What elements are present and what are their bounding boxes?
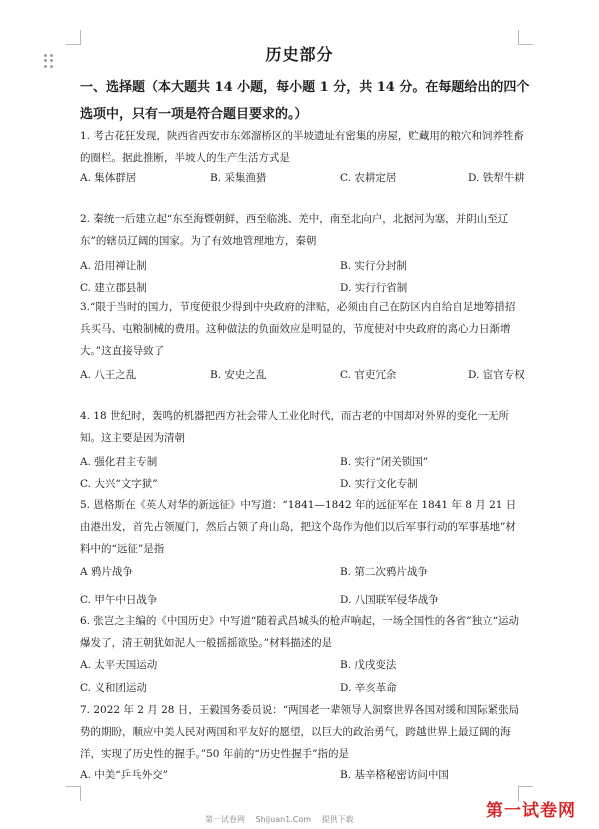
- question-6-option-a: A. 太平天国运动: [80, 659, 158, 671]
- crop-mark-bottom-left: [66, 786, 81, 801]
- question-7-option-b: B. 基辛格秘密访问中国: [340, 769, 449, 781]
- question-2-option-b: B. 实行分封制: [340, 260, 407, 272]
- question-4-option-d: D. 实行文化专制: [340, 478, 418, 490]
- question-5-option-a: A 鸦片战争: [80, 566, 133, 578]
- question-3-option-a: A. 八王之乱: [80, 369, 137, 381]
- question-1-option-b: B. 采集渔猎: [210, 172, 267, 184]
- question-5-option-d: D. 八国联军侵华战争: [340, 594, 439, 606]
- question-1-option-a: A. 集体群居: [80, 172, 137, 184]
- question-6-option-d: D. 辛亥革命: [340, 682, 397, 694]
- footer-source-text: 第一试卷网 Shijuan1.Com 提供下载: [205, 815, 354, 824]
- page-title: 历史部分: [265, 45, 334, 64]
- question-4-option-a: A. 强化君主专制: [80, 456, 158, 468]
- question-4-option-c: C. 大兴“文字狱”: [80, 478, 158, 490]
- question-3-option-b: B. 安史之乱: [210, 369, 267, 381]
- question-stem-7: 7. 2022 年 2 月 28 日，王毅国务委员说：“两国老一辈领导人洞察世界各国对缓和国际紧张局势的期盼，顺应中美人民对两国和平友好的愿望，以巨大的政治勇气，跨越世界上最辽阔的海洋，实现了历史性的握手。”50 年前的“历史性握手”指的是: [80, 704, 520, 760]
- question-stem-1: 1. 考古花狂发现，陕西省西安市东郊溜桥区的半坡遗址有密集的房屋，贮藏用的粮穴和饲养牲畜的圈栏。据此推断，半坡人的生产生活方式是: [80, 130, 524, 164]
- question-stem-2: 2. 秦统一后建立起“东至海暨朝鲜，西至临洮、羌中，南至北向户，北据河为塞，并阴山至辽东”的辖员辽阔的国家。为了有效地管理地方，秦朝: [80, 213, 509, 247]
- question-6-option-c: C. 义和团运动: [80, 682, 147, 694]
- question-4-option-b: B. 实行“闭关锁国”: [340, 456, 429, 468]
- question-stem-5: 5. 恩格斯在《英人对华的新远征》中写道：“1841—1842 年的远征军在 1841 年 8 月 21 日由港出发，首先占领厦门，然后占领了舟山岛，把这个岛作为他们以后军事行动的军事基地”材料中的“远征”是指: [80, 499, 517, 555]
- question-3-option-d: D. 宦官专权: [468, 369, 525, 381]
- question-6-option-b: B. 戊戌变法: [340, 659, 397, 671]
- question-7-option-a: A. 中美“乒乓外交”: [80, 769, 168, 781]
- question-2-option-d: D. 实行行省制: [340, 282, 408, 294]
- question-5-option-c: C. 甲午中日战争: [80, 594, 158, 606]
- section-heading: 一、选择题（本大题共 14 小题，每小题 1 分，共 14 分。在每题给出的四个选项中，只有一项是符合题目要求的。）: [80, 80, 530, 122]
- question-3-option-c: C. 官吏冗余: [340, 369, 397, 381]
- question-1-option-d: D. 铁犁牛耕: [468, 172, 525, 184]
- question-stem-3: 3.“限于当时的国力，节度使很少得到中央政府的津贴，必须由自己在防区内自给自足地筹措招兵买马、屯粮制械的费用。这种做法的负面效应是明显的，节度使对中央政府的离心力日渐增大。”这直接导致了: [80, 301, 516, 357]
- question-2-option-c: C. 建立郡县制: [80, 282, 147, 294]
- question-stem-6: 6. 张岂之主编的《中国历史》中写道“随着武昌城头的枪声响起，一场全国性的各省”独立“运动爆发了，清王朝犹如泥人一般摇摇欲坠。”材料描述的是: [80, 615, 519, 649]
- question-5-option-b: B. 第二次鸦片战争: [340, 566, 428, 578]
- question-2-option-a: A. 沿用禅让制: [80, 260, 147, 272]
- question-stem-4: 4. 18 世纪时，轰鸣的机器把西方社会带人工业化时代，而古老的中国却对外界的变化一无所知。这主要是因为清朝: [80, 410, 510, 444]
- site-watermark-logo: 第一试卷网: [486, 801, 576, 821]
- question-1-option-c: C. 农耕定居: [340, 172, 397, 184]
